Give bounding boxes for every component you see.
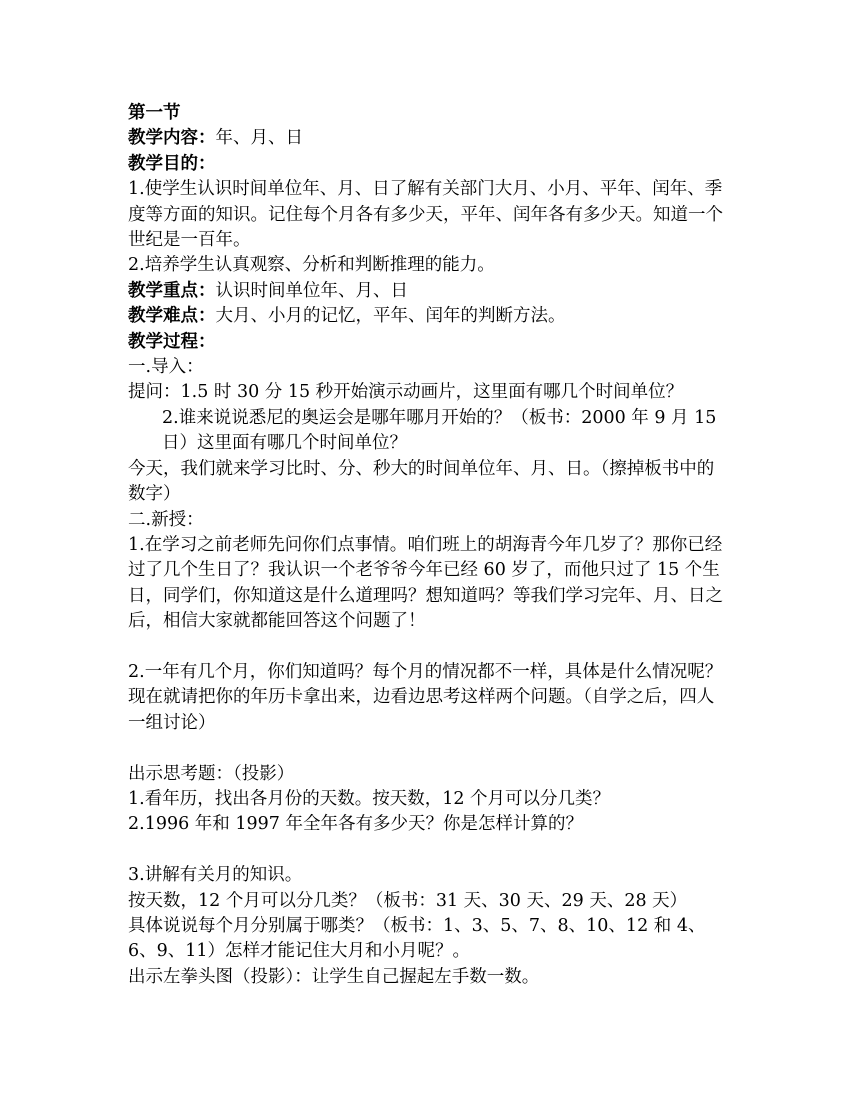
lesson-plan-body — [128, 101, 728, 990]
intro-heading: 一.导入： — [128, 357, 204, 378]
difficulty-value: 大月、小月的记忆，平年、闰年的判断方法。 — [215, 306, 566, 327]
goal-2: 2.培养学生认真观察、分析和判断推理的能力。 — [128, 255, 495, 276]
think-question-2: 2.1996 年和 1997 年全年各有多少天？你是怎样计算的？ — [128, 814, 583, 835]
difficulty-label: 教学难点： — [128, 306, 216, 327]
key-value: 认识时间单位年、月、日 — [215, 280, 408, 301]
goals-label: 教学目的： — [128, 153, 216, 174]
content-label: 教学内容： — [128, 128, 216, 149]
explain-paragraph-1: 按天数，12 个月可以分几类？（板书：31 天、30 天、29 天、28 天） — [128, 890, 688, 911]
content-line — [128, 126, 728, 151]
new-paragraph-1: 1.在学习之前老师先问你们点事情。咱们班上的胡海青今年几岁了？那你已经过了几个生日了？我认识一个老爷爷今年已经 60 岁了，而他只过了 15 个生日，同学们，你知道这是什么道理吗？想知道吗？等我们学习完年、月、日之后，相信大家就都能回答这个问题了！ — [128, 534, 723, 632]
key-label: 教学重点： — [128, 280, 216, 301]
goal-1: 1.使学生认识时间单位年、月、日了解有关部门大月、小月、平年、闰年、季度等方面的知识。记住每个月各有多少天，平年、闰年各有多少天。知道一个世纪是一百年。 — [128, 179, 723, 251]
content-value: 年、月、日 — [215, 128, 303, 149]
blank-line — [128, 838, 728, 863]
blank-line — [128, 736, 728, 761]
intro-question-1: 提问：1.5 时 30 分 15 秒开始演示动画片，这里面有哪几个时间单位？ — [128, 382, 684, 403]
new-heading: 二.新授： — [128, 509, 204, 530]
blank-line — [128, 635, 728, 660]
explain-heading: 3.讲解有关月的知识。 — [128, 865, 303, 886]
section-title: 第一节 — [128, 103, 181, 123]
difficulty-line — [128, 304, 728, 329]
think-question-1: 1.看年历，找出各月份的天数。按天数，12 个月可以分几类？ — [128, 788, 611, 809]
explain-paragraph-2: 具体说说每个月分别属于哪类？（板书：1、3、5、7、8、10、12 和 4、6、9、11）怎样才能记住大月和小月呢？。 — [128, 915, 706, 962]
intro-question-2: 2.谁来说说悉尼的奥运会是哪年哪月开始的？（板书：2000 年 9 月 15 日）这里面有哪几个时间单位？ — [162, 407, 717, 454]
intro-today: 今天，我们就来学习比时、分、秒大的时间单位年、月、日。（擦掉板书中的数字） — [128, 458, 715, 505]
explain-paragraph-3: 出示左拳头图（投影）：让学生自己握起左手数一数。 — [128, 966, 540, 987]
think-heading: 出示思考题：（投影） — [128, 763, 295, 784]
key-line — [128, 279, 728, 304]
new-paragraph-2: 2.一年有几个月，你们知道吗？每个月的情况都不一样，具体是什么情况呢？现在就请把你的年历卡拿出来，边看边思考这样两个问题。（自学之后，四人一组讨论） — [128, 661, 723, 733]
process-label: 教学过程： — [128, 331, 216, 352]
